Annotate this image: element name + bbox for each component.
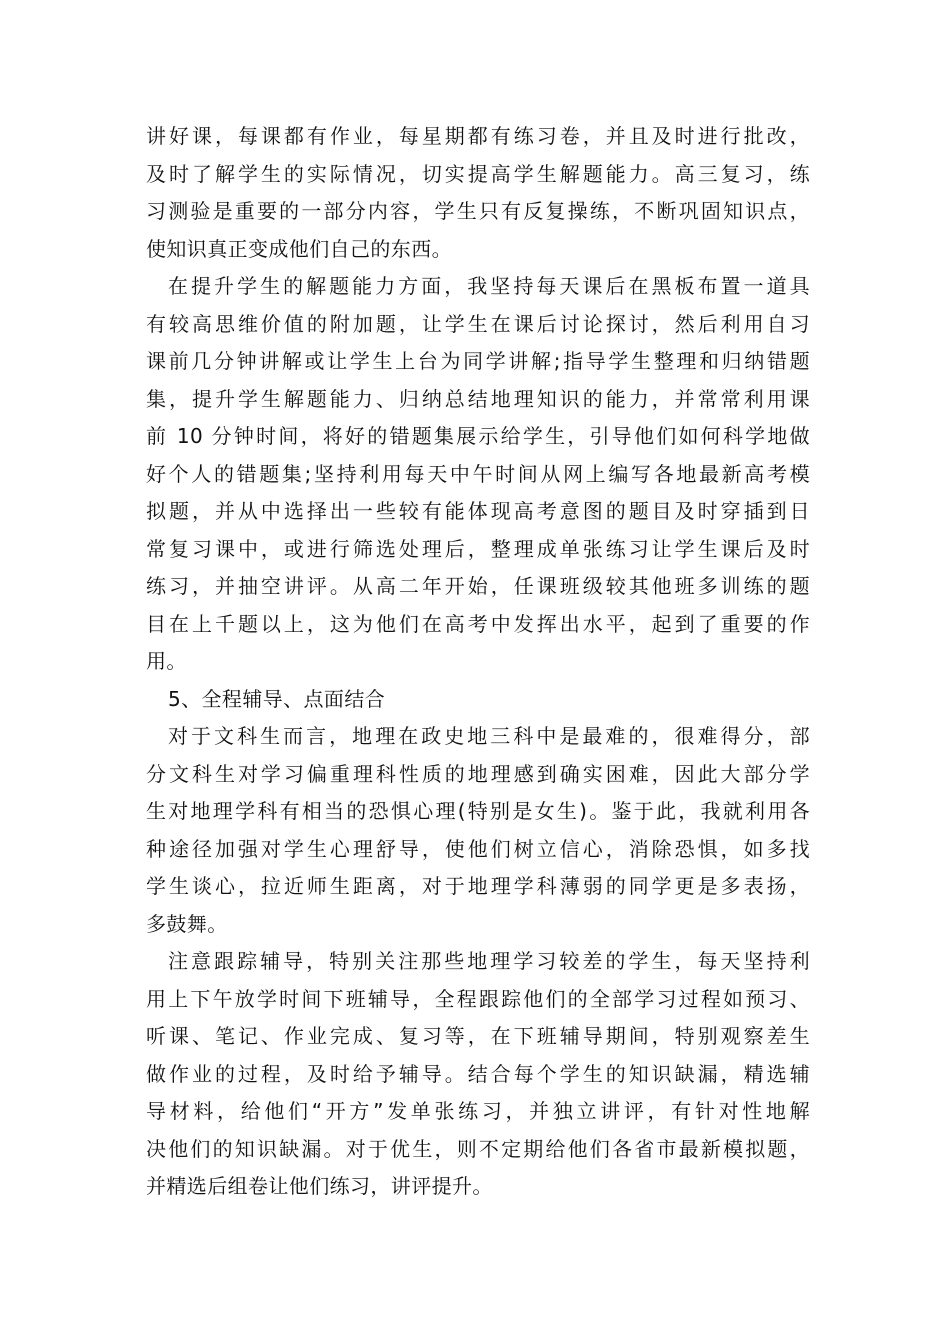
text-line: 使知识真正变成他们自己的东西。 bbox=[146, 236, 452, 261]
text-line: 分文科生对学习偏重理科性质的地理感到确实困难，因此大部分学 bbox=[146, 761, 810, 786]
text-line: 决他们的知识缺漏。对于优生，则不定期给他们各省市最新模拟题， bbox=[146, 1136, 810, 1161]
text-line: 练习，并抽空讲评。从高二年开始，任课班级较其他班多训练的题 bbox=[146, 574, 810, 598]
text-line: 对于文科生而言，地理在政史地三科中是最难的，很难得分，部 bbox=[168, 724, 810, 748]
text-line: 目在上千题以上，这为他们在高考中发挥出水平，起到了重要的作 bbox=[146, 611, 810, 636]
text-line: 做作业的过程，及时给予辅导。结合每个学生的知识缺漏，精选辅 bbox=[146, 1061, 810, 1086]
text-line: 有较高思维价值的附加题，让学生在课后讨论探讨，然后利用自习 bbox=[146, 311, 810, 336]
text-line: 用上下午放学时间下班辅导，全程跟踪他们的全部学习过程如预习、 bbox=[146, 986, 810, 1011]
text-line: 常复习课中，或进行筛选处理后，整理成单张练习让学生课后及时 bbox=[146, 536, 810, 561]
text-line: 讲好课，每课都有作业，每星期都有练习卷，并且及时进行批改， bbox=[146, 124, 810, 148]
text-line: 课前几分钟讲解或让学生上台为同学讲解;指导学生整理和归纳错题 bbox=[146, 349, 810, 373]
text-line: 生对地理学科有相当的恐惧心理(特别是女生)。鉴于此，我就利用各 bbox=[146, 799, 810, 823]
text-line: 拟题，并从中选择出一些较有能体现高考意图的题目及时穿插到日 bbox=[146, 499, 810, 523]
document-body bbox=[146, 118, 810, 1206]
text-line: 听课、笔记、作业完成、复习等，在下班辅导期间，特别观察差生 bbox=[146, 1024, 810, 1048]
text-line: 习测验是重要的一部分内容，学生只有反复操练，不断巩固知识点， bbox=[146, 199, 810, 223]
text-line: 导材料，给他们“开方”发单张练习，并独立讲评，有针对性地解 bbox=[146, 1099, 810, 1123]
text-line: 好个人的错题集;坚持利用每天中午时间从网上编写各地最新高考模 bbox=[146, 461, 810, 486]
text-line: 在提升学生的解题能力方面，我坚持每天课后在黑板布置一道具 bbox=[168, 274, 810, 298]
section-heading: 5、全程辅导、点面结合 bbox=[168, 686, 386, 711]
text-line: 及时了解学生的实际情况，切实提高学生解题能力。高三复习，练 bbox=[146, 161, 810, 186]
text-line: 学生谈心，拉近师生距离，对于地理学科薄弱的同学更是多表扬， bbox=[146, 874, 810, 898]
text-line: 多鼓舞。 bbox=[146, 911, 228, 936]
text-line: 注意跟踪辅导，特别关注那些地理学习较差的学生，每天坚持利 bbox=[168, 949, 810, 973]
text-line: 前 10 分钟时间，将好的错题集展示给学生，引导他们如何科学地做 bbox=[146, 424, 810, 448]
text-line: 并精选后组卷让他们练习，讲评提升。 bbox=[146, 1174, 493, 1198]
text-line: 用。 bbox=[146, 649, 187, 673]
text-line: 集，提升学生解题能力、归纳总结地理知识的能力，并常常利用课 bbox=[146, 386, 810, 411]
text-line: 种途径加强对学生心理舒导，使他们树立信心，消除恐惧，如多找 bbox=[146, 836, 810, 861]
